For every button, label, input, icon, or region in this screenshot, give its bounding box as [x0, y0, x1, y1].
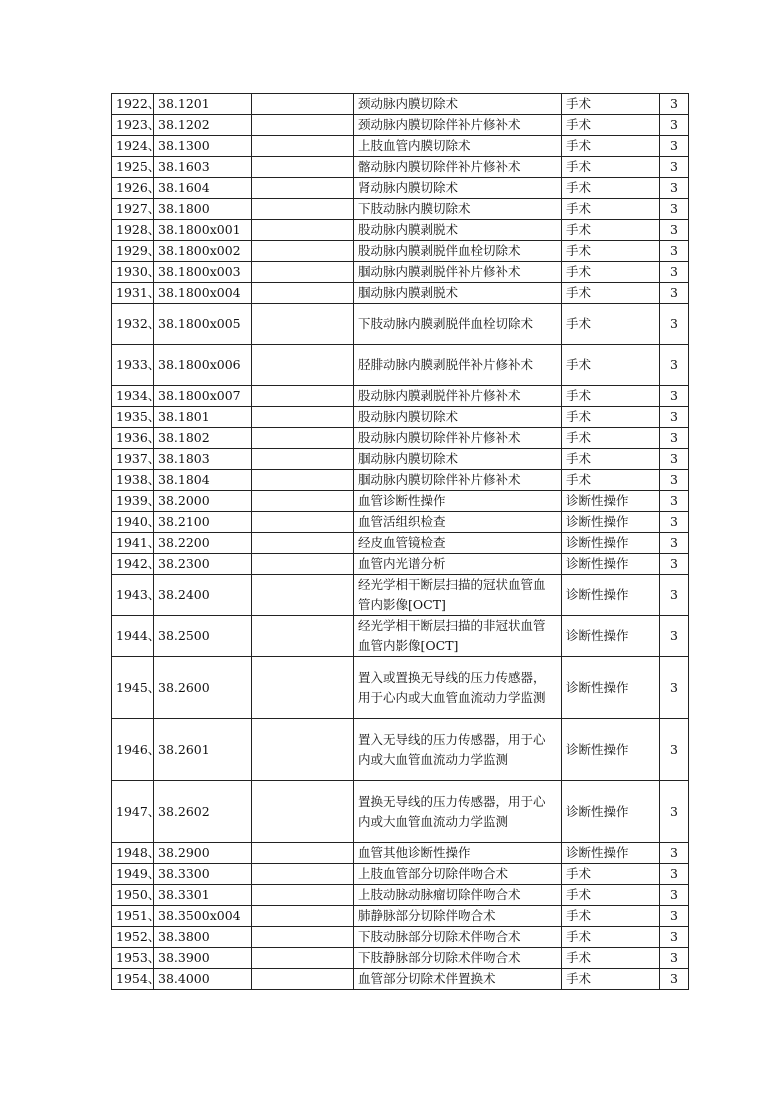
procedure-type: 手术: [562, 157, 660, 178]
procedure-type: 手术: [562, 283, 660, 304]
procedure-level: 3: [660, 304, 689, 345]
extra-code: [252, 969, 354, 990]
procedure-level: 3: [660, 719, 689, 781]
table-row: [112, 220, 689, 241]
table-row: [112, 94, 689, 115]
table-row: [112, 719, 689, 781]
procedure-type: 诊断性操作: [562, 512, 660, 533]
procedure-name: 肺静脉部分切除伴吻合术: [354, 906, 562, 927]
procedure-name: 胫腓动脉内膜剥脱伴补片修补术: [354, 345, 562, 386]
procedure-level: 3: [660, 407, 689, 428]
extra-code: [252, 94, 354, 115]
table-row: [112, 407, 689, 428]
table-row: [112, 864, 689, 885]
table-row: [112, 386, 689, 407]
procedure-name: 股动脉内膜切除伴补片修补术: [354, 428, 562, 449]
procedure-code: 38.1202: [154, 115, 252, 136]
extra-code: [252, 304, 354, 345]
row-number: 1948、: [112, 843, 154, 864]
extra-code: [252, 491, 354, 512]
procedure-type: 手术: [562, 199, 660, 220]
table-row: [112, 616, 689, 657]
extra-code: [252, 470, 354, 491]
table-row: [112, 781, 689, 843]
procedure-level: 3: [660, 575, 689, 616]
row-number: 1952、: [112, 927, 154, 948]
extra-code: [252, 533, 354, 554]
procedure-level: 3: [660, 470, 689, 491]
procedure-level: 3: [660, 554, 689, 575]
table-row: [112, 136, 689, 157]
procedure-type: 手术: [562, 304, 660, 345]
procedure-type: 手术: [562, 94, 660, 115]
procedure-level: 3: [660, 533, 689, 554]
extra-code: [252, 283, 354, 304]
row-number: 1942、: [112, 554, 154, 575]
procedure-level: 3: [660, 428, 689, 449]
extra-code: [252, 178, 354, 199]
table-row: [112, 304, 689, 345]
procedure-name: 腘动脉内膜剥脱术: [354, 283, 562, 304]
row-number: 1944、: [112, 616, 154, 657]
extra-code: [252, 220, 354, 241]
procedure-level: 3: [660, 157, 689, 178]
procedure-code: 38.3300: [154, 864, 252, 885]
row-number: 1934、: [112, 386, 154, 407]
table-row: [112, 428, 689, 449]
procedure-code: 38.1800x005: [154, 304, 252, 345]
extra-code: [252, 199, 354, 220]
procedure-type: 诊断性操作: [562, 575, 660, 616]
procedure-code: 38.1800x004: [154, 283, 252, 304]
procedure-code: 38.1803: [154, 449, 252, 470]
row-number: 1943、: [112, 575, 154, 616]
procedure-name: 下肢动脉部分切除术伴吻合术: [354, 927, 562, 948]
procedure-name: 血管内光谱分析: [354, 554, 562, 575]
procedure-code: 38.3800: [154, 927, 252, 948]
procedure-code: 38.1804: [154, 470, 252, 491]
procedure-type: 手术: [562, 906, 660, 927]
procedure-level: 3: [660, 906, 689, 927]
procedure-level: 3: [660, 616, 689, 657]
procedure-level: 3: [660, 512, 689, 533]
procedure-name: 经光学相干断层扫描的冠状血管血管内影像[OCT]: [354, 575, 562, 616]
procedure-name: 腘动脉内膜剥脱伴补片修补术: [354, 262, 562, 283]
procedure-type: 手术: [562, 407, 660, 428]
row-number: 1941、: [112, 533, 154, 554]
procedure-name: 置换无导线的压力传感器，用于心内或大血管血流动力学监测: [354, 781, 562, 843]
row-number: 1949、: [112, 864, 154, 885]
procedure-code: 38.2100: [154, 512, 252, 533]
table-row: [112, 554, 689, 575]
extra-code: [252, 449, 354, 470]
table-row: [112, 533, 689, 554]
procedure-level: 3: [660, 241, 689, 262]
procedure-type: 手术: [562, 241, 660, 262]
procedure-name: 血管诊断性操作: [354, 491, 562, 512]
row-number: 1951、: [112, 906, 154, 927]
procedure-type: 手术: [562, 262, 660, 283]
table-row: [112, 157, 689, 178]
procedure-type: 诊断性操作: [562, 616, 660, 657]
procedure-level: 3: [660, 283, 689, 304]
table-row: [112, 262, 689, 283]
procedure-name: 置入或置换无导线的压力传感器，用于心内或大血管血流动力学监测: [354, 657, 562, 719]
procedure-name: 股动脉内膜剥脱术: [354, 220, 562, 241]
extra-code: [252, 241, 354, 262]
procedure-level: 3: [660, 781, 689, 843]
procedure-code: 38.2400: [154, 575, 252, 616]
table-row: [112, 575, 689, 616]
extra-code: [252, 512, 354, 533]
table-row: [112, 948, 689, 969]
extra-code: [252, 719, 354, 781]
procedure-name: 下肢静脉部分切除术伴吻合术: [354, 948, 562, 969]
procedure-code: 38.2000: [154, 491, 252, 512]
extra-code: [252, 262, 354, 283]
procedure-level: 3: [660, 262, 689, 283]
procedure-name: 上肢血管部分切除伴吻合术: [354, 864, 562, 885]
procedure-code: 38.4000: [154, 969, 252, 990]
row-number: 1953、: [112, 948, 154, 969]
table-row: [112, 906, 689, 927]
procedure-name: 颈动脉内膜切除术: [354, 94, 562, 115]
extra-code: [252, 781, 354, 843]
procedure-type: 手术: [562, 864, 660, 885]
procedure-code: 38.1201: [154, 94, 252, 115]
row-number: 1947、: [112, 781, 154, 843]
procedure-name: 下肢动脉内膜剥脱伴血栓切除术: [354, 304, 562, 345]
extra-code: [252, 157, 354, 178]
row-number: 1938、: [112, 470, 154, 491]
procedure-code: 38.2200: [154, 533, 252, 554]
procedure-name: 血管活组织检查: [354, 512, 562, 533]
procedure-level: 3: [660, 657, 689, 719]
procedure-level: 3: [660, 136, 689, 157]
row-number: 1950、: [112, 885, 154, 906]
procedure-name: 血管其他诊断性操作: [354, 843, 562, 864]
row-number: 1954、: [112, 969, 154, 990]
row-number: 1932、: [112, 304, 154, 345]
procedure-type: 诊断性操作: [562, 491, 660, 512]
table-row: [112, 178, 689, 199]
procedure-code: 38.2900: [154, 843, 252, 864]
procedure-type: 诊断性操作: [562, 781, 660, 843]
table-row: [112, 449, 689, 470]
table-row: [112, 241, 689, 262]
procedure-code: 38.1802: [154, 428, 252, 449]
row-number: 1922、: [112, 94, 154, 115]
extra-code: [252, 948, 354, 969]
procedure-name: 上肢动脉动脉瘤切除伴吻合术: [354, 885, 562, 906]
extra-code: [252, 575, 354, 616]
procedure-type: 手术: [562, 969, 660, 990]
procedure-name: 腘动脉内膜切除伴补片修补术: [354, 470, 562, 491]
procedure-name: 肾动脉内膜切除术: [354, 178, 562, 199]
procedure-code: 38.2602: [154, 781, 252, 843]
extra-code: [252, 115, 354, 136]
procedure-name: 髂动脉内膜切除伴补片修补术: [354, 157, 562, 178]
table-row: [112, 927, 689, 948]
extra-code: [252, 554, 354, 575]
table-row: [112, 283, 689, 304]
row-number: 1927、: [112, 199, 154, 220]
procedure-code: 38.1800x001: [154, 220, 252, 241]
table-row: [112, 345, 689, 386]
procedure-type: 手术: [562, 178, 660, 199]
table-row: [112, 843, 689, 864]
procedure-type: 手术: [562, 449, 660, 470]
extra-code: [252, 927, 354, 948]
extra-code: [252, 864, 354, 885]
procedure-code: 38.1800x007: [154, 386, 252, 407]
table-row: [112, 512, 689, 533]
procedure-level: 3: [660, 864, 689, 885]
procedure-name: 腘动脉内膜切除术: [354, 449, 562, 470]
row-number: 1923、: [112, 115, 154, 136]
procedure-code: 38.1603: [154, 157, 252, 178]
row-number: 1926、: [112, 178, 154, 199]
procedure-type: 手术: [562, 386, 660, 407]
row-number: 1924、: [112, 136, 154, 157]
table-row: [112, 115, 689, 136]
procedure-level: 3: [660, 449, 689, 470]
row-number: 1929、: [112, 241, 154, 262]
extra-code: [252, 136, 354, 157]
extra-code: [252, 345, 354, 386]
procedure-type: 手术: [562, 885, 660, 906]
procedure-type: 手术: [562, 220, 660, 241]
procedure-name: 上肢血管内膜切除术: [354, 136, 562, 157]
row-number: 1946、: [112, 719, 154, 781]
procedure-name: 股动脉内膜切除术: [354, 407, 562, 428]
row-number: 1936、: [112, 428, 154, 449]
procedure-level: 3: [660, 491, 689, 512]
procedure-level: 3: [660, 199, 689, 220]
procedure-level: 3: [660, 885, 689, 906]
procedure-type: 诊断性操作: [562, 657, 660, 719]
procedure-code: 38.2300: [154, 554, 252, 575]
procedure-name: 下肢动脉内膜切除术: [354, 199, 562, 220]
table-row: [112, 885, 689, 906]
row-number: 1935、: [112, 407, 154, 428]
procedure-level: 3: [660, 178, 689, 199]
procedure-table: [111, 93, 689, 990]
row-number: 1925、: [112, 157, 154, 178]
procedure-type: 诊断性操作: [562, 533, 660, 554]
procedure-level: 3: [660, 386, 689, 407]
extra-code: [252, 386, 354, 407]
row-number: 1940、: [112, 512, 154, 533]
procedure-name: 股动脉内膜剥脱伴补片修补术: [354, 386, 562, 407]
row-number: 1933、: [112, 345, 154, 386]
procedure-code: 38.3500x004: [154, 906, 252, 927]
procedure-code: 38.1604: [154, 178, 252, 199]
row-number: 1939、: [112, 491, 154, 512]
procedure-type: 诊断性操作: [562, 554, 660, 575]
procedure-level: 3: [660, 969, 689, 990]
extra-code: [252, 407, 354, 428]
procedure-name: 置入无导线的压力传感器，用于心内或大血管血流动力学监测: [354, 719, 562, 781]
procedure-type: 手术: [562, 470, 660, 491]
procedure-type: 手术: [562, 115, 660, 136]
procedure-code: 38.2600: [154, 657, 252, 719]
procedure-code: 38.1800x002: [154, 241, 252, 262]
procedure-name: 颈动脉内膜切除伴补片修补术: [354, 115, 562, 136]
extra-code: [252, 885, 354, 906]
table-row: [112, 470, 689, 491]
procedure-type: 诊断性操作: [562, 843, 660, 864]
procedure-type: 手术: [562, 345, 660, 386]
procedure-code: 38.1800: [154, 199, 252, 220]
procedure-level: 3: [660, 115, 689, 136]
procedure-level: 3: [660, 948, 689, 969]
procedure-code: 38.1300: [154, 136, 252, 157]
procedure-table-body: [112, 94, 689, 990]
extra-code: [252, 906, 354, 927]
extra-code: [252, 843, 354, 864]
table-row: [112, 491, 689, 512]
procedure-code: 38.1800x006: [154, 345, 252, 386]
procedure-level: 3: [660, 927, 689, 948]
procedure-name: 经皮血管镜检查: [354, 533, 562, 554]
row-number: 1945、: [112, 657, 154, 719]
row-number: 1928、: [112, 220, 154, 241]
row-number: 1930、: [112, 262, 154, 283]
procedure-code: 38.2601: [154, 719, 252, 781]
extra-code: [252, 616, 354, 657]
table-row: [112, 969, 689, 990]
procedure-type: 诊断性操作: [562, 719, 660, 781]
table-row: [112, 199, 689, 220]
procedure-type: 手术: [562, 136, 660, 157]
procedure-type: 手术: [562, 948, 660, 969]
procedure-level: 3: [660, 220, 689, 241]
extra-code: [252, 657, 354, 719]
procedure-name: 经光学相干断层扫描的非冠状血管血管内影像[OCT]: [354, 616, 562, 657]
procedure-type: 手术: [562, 927, 660, 948]
procedure-level: 3: [660, 843, 689, 864]
procedure-code: 38.1801: [154, 407, 252, 428]
procedure-name: 血管部分切除术伴置换术: [354, 969, 562, 990]
row-number: 1937、: [112, 449, 154, 470]
procedure-code: 38.3301: [154, 885, 252, 906]
row-number: 1931、: [112, 283, 154, 304]
procedure-name: 股动脉内膜剥脱伴血栓切除术: [354, 241, 562, 262]
procedure-level: 3: [660, 345, 689, 386]
table-row: [112, 657, 689, 719]
procedure-code: 38.1800x003: [154, 262, 252, 283]
procedure-code: 38.2500: [154, 616, 252, 657]
procedure-type: 手术: [562, 428, 660, 449]
procedure-level: 3: [660, 94, 689, 115]
extra-code: [252, 428, 354, 449]
procedure-code: 38.3900: [154, 948, 252, 969]
